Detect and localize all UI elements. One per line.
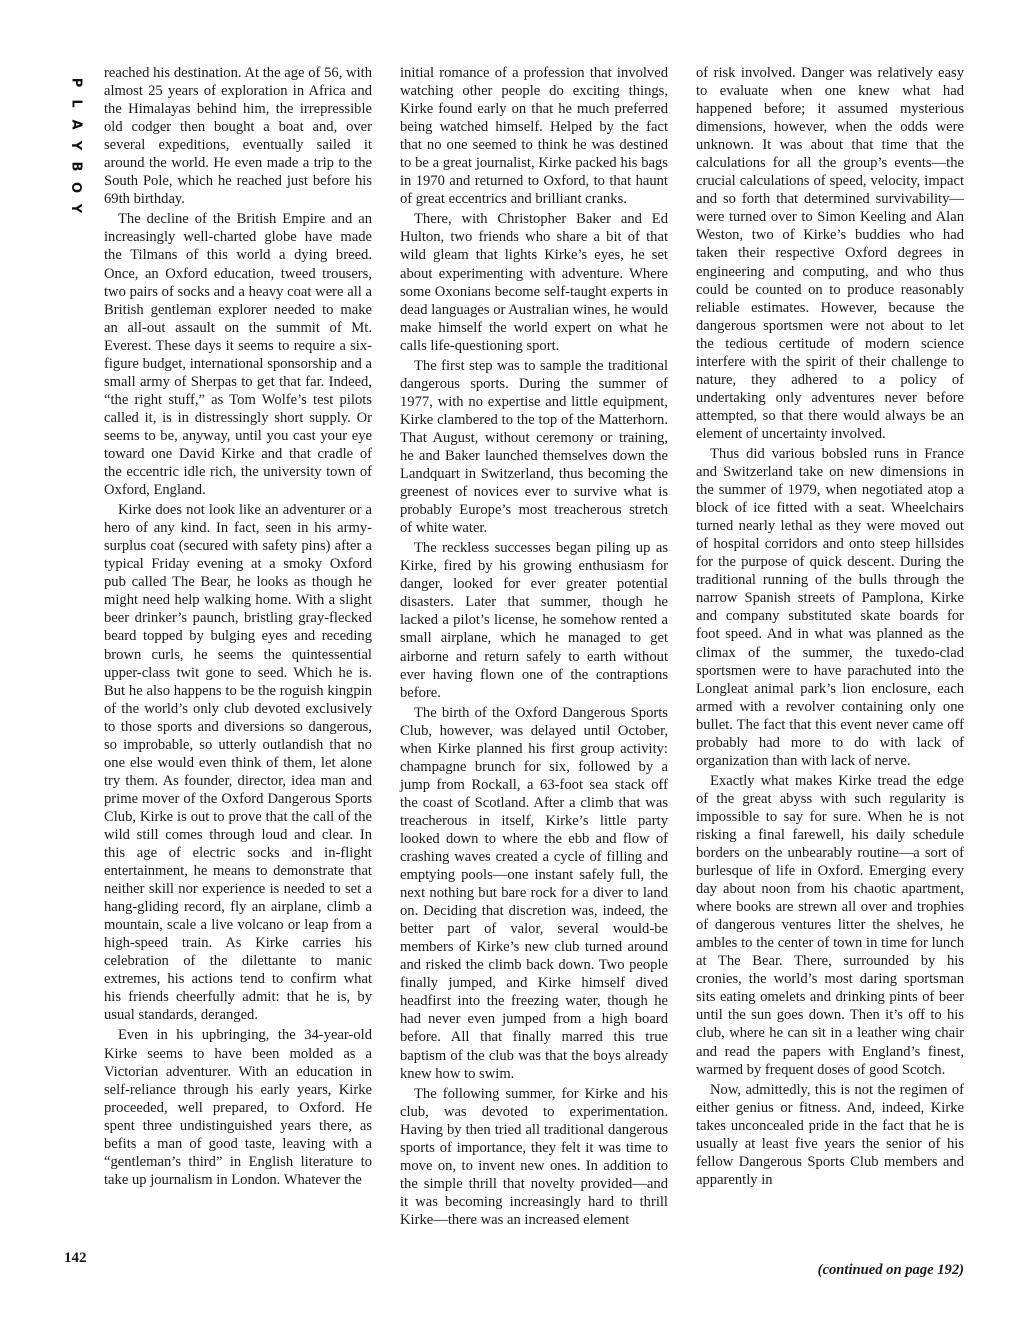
article-column-2 bbox=[400, 64, 668, 1229]
paragraph: The decline of the British Empire and an increasingly well-charted globe have made the Tilmans of this world a dying breed. Once, an Oxford education, tweed trousers, two pairs of socks and a heavy coat were all a British gentleman explorer needed to make an all-out assault on the summit of Mt. Everest. These days it seems to require a six-figure budget, international sponsorship and a small army of Sherpas to get that far. Indeed, “the right stuff,” as Tom Wolfe’s test pilots called it, is in distressingly short supply. Or seems to be, anyway, until you cast your eye toward one David Kirke and that cradle of the eccentric idle rich, the university town of Oxford, England. bbox=[104, 211, 372, 499]
paragraph: initial romance of a profession that involved watching other people do exciting things, Kirke found early on that he much preferred being watched himself. Helped by the fact that no one seemed to think he was destined to be a great journalist, Kirke packed his bags in 1970 and returned to Oxford, to that haunt of great eccentrics and brilliant cranks. bbox=[400, 65, 668, 208]
paragraph: The birth of the Oxford Dangerous Sports Club, however, was delayed until October, when Kirke planned his first group activity: champagne brunch for six, followed by a jump from Rockall, a 63-foot sea stack off the coast of Scotland. After a climb that was treacherous in itself, Kirke’s little party looked down to where the ebb and flow of crashing waves created a cycle of filling and emptying pools—one instant safely full, the next nothing but bare rock for a diver to land on. Deciding that discretion was, indeed, the better part of valor, several would-be members of Kirke’s new club turned around and risked the climb back down. Two people finally jumped, and Kirke himself dived headfirst into the freezing water, though he had never even jumped from a high board before. All that finally marred this true baptism of the club was that the boys already knew how to swim. bbox=[400, 704, 668, 1082]
paragraph: reached his destination. At the age of 56, with almost 25 years of exploration in Africa and the Himalayas behind him, the irrepressible old codger then bought a boat and, over several expeditions, eventually sailed it around the world. He even made a trip to the South Pole, which he reached just before his 69th birthday. bbox=[104, 65, 372, 208]
paragraph: Kirke does not look like an adventurer or a hero of any kind. In fact, seen in his army-surplus coat (secured with safety pins) after a typical Friday evening at a smoky Oxford pub called The Bear, he looks as though he might need help walking home. With a slight beer drinker’s paunch, bristling gray-flecked beard topped by bulging eyes and receding brown curls, he seems the quintessential upper-class twit gone to seed. Which he is. But he also happens to be the roguish kingpin of the world’s only club devoted exclusively to those sports and diversions so dangerous, so improbable, so utterly outlandish that no one else would even think of them, let alone try them. As founder, director, idea man and prime mover of the Oxford Dangerous Sports Club, Kirke is out to prove that the call of the wild still comes through loud and clear. In this age of electric socks and in-flight entertainment, he means to demonstrate that neither skill nor experience is needed to set a hang-gliding record, fly an airplane, climb a mountain, scale a live volcano or leap from a high-speed train. As Kirke carries his celebration of the dilettante to manic extremes, his actions tend to confirm what his friends cheerfully admit: that he is, by usual standards, deranged. bbox=[104, 502, 372, 1024]
paragraph: The following summer, for Kirke and his club, was devoted to experimentation. Having by then tried all traditional dangerous sports of importance, they felt it was time to move on, to invent new ones. In addition to the simple thrill that novelty provided—and it was becoming increasingly hard to thrill Kirke—there was an increased element bbox=[400, 1085, 668, 1228]
masthead-letter: Y bbox=[68, 140, 84, 151]
paragraph: Even in his upbringing, the 34-year-old Kirke seems to have been molded as a Victorian adventurer. With an education in self-reliance through his early years, Kirke proceeded, well prepared, to Oxford. He spent three undistinguished years there, as befits a man of good taste, leaving with a “gentleman’s third” in English literature to take up journalism in London. Whatever the bbox=[104, 1027, 372, 1188]
paragraph: The reckless successes began piling up as Kirke, fired by his growing enthusiasm for danger, looked for ever greater potential disasters. Later that summer, though he lacked a pilot’s license, he somehow rented a small airplane, which he managed to get airborne and return safely to earth without ever having flown one of the contraptions before. bbox=[400, 540, 668, 701]
masthead-letter: A bbox=[68, 119, 84, 130]
continued-note: (continued on page 192) bbox=[817, 1262, 964, 1278]
paragraph: There, with Christopher Baker and Ed Hulton, two friends who share a bit of that wild gleam that lights Kirke’s eyes, he set about experimenting with adventure. Where some Oxonians become self-taught experts in dead languages or Australian wines, he would make himself the world expert on what he calls life-questioning sport. bbox=[400, 211, 668, 354]
paragraph: The first step was to sample the traditional dangerous sports. During the summer of 1977, with no expertise and little equipment, Kirke clambered to the top of the Matterhorn. That August, without ceremony or training, he and Baker launched themselves down the Landquart in Switzerland, thus becoming the greenest of novices ever to survive what is probably Europe’s most treacherous stretch of white water. bbox=[400, 357, 668, 537]
masthead-letter: B bbox=[68, 161, 84, 172]
article-column-1 bbox=[104, 64, 372, 1189]
paragraph: of risk involved. Danger was relatively easy to evaluate when one knew what had happened before; it assumed mysterious dimensions, however, when the odds were unknown. It was about that time that the calculations for all the group’s events—the crucial calculations of speed, velocity, impact and so forth that determined survivability—were turned over to Simon Keeling and Alan Weston, two of Kirke’s buddies who had taken their respective Oxford degrees in engineering and computing, and who thus could be counted on to produce reasonably reliable estimates. However, because the dangerous sportsmen were not about to let the tedious certitude of modern science interfere with the spirit of their challenge to nature, they adhered to a policy of undertaking only adventures never before attempted, so that there would always be an element of uncertainty involved. bbox=[696, 65, 964, 442]
masthead-letter: L bbox=[68, 99, 84, 108]
magazine-masthead-vertical bbox=[62, 72, 90, 219]
masthead-letter: P bbox=[68, 77, 84, 88]
page-number: 142 bbox=[64, 1250, 87, 1266]
paragraph: Thus did various bobsled runs in France and Switzerland take on new dimensions in the summer of 1979, when negotiated atop a block of ice fitted with a seat. Wheelchairs turned nearly lethal as they were moved out of hospital corridors and onto steep hillsides for the purpose of quick descent. During the traditional running of the bulls through the narrow Spanish streets of Pamplona, Kirke and company substituted skate boards for foot speed. And in what was planned as the climax of the summer, the tuxedo-clad sportsmen were to have parachuted into the Longleat animal park’s lion enclosure, each armed with a revolver containing only one bullet. The fact that this event never came off probably had more to do with lack of organization than with lack of nerve. bbox=[696, 445, 964, 769]
article-column-3 bbox=[696, 64, 964, 1189]
paragraph: Exactly what makes Kirke tread the edge of the great abyss with such regularity is impossible to say for sure. When he is not risking a final farewell, his daily schedule borders on the unbearably routine—a sort of burlesque of life in Oxford. Emerging every day about noon from his chaotic apartment, where books are strewn all over and trophies of dangerous ventures litter the shelves, he ambles to the center of town in time for lunch at The Bear. There, surrounded by his cronies, the world’s most daring sportsman sits eating omelets and drinking pints of beer until the sun goes down. Then it’s off to his club, where he can sit in a leather wing chair and read the papers with England’s finest, warmed by frequent doses of good Scotch. bbox=[696, 772, 964, 1078]
paragraph: Now, admittedly, this is not the regimen of either genius or fitness. And, indeed, Kirke takes unconcealed pride in the fact that he is usually at least five years the senior of his fellow Dangerous Sports Club members and apparently in bbox=[696, 1081, 964, 1188]
masthead-letter: Y bbox=[68, 203, 84, 214]
masthead-letter: O bbox=[68, 181, 84, 194]
